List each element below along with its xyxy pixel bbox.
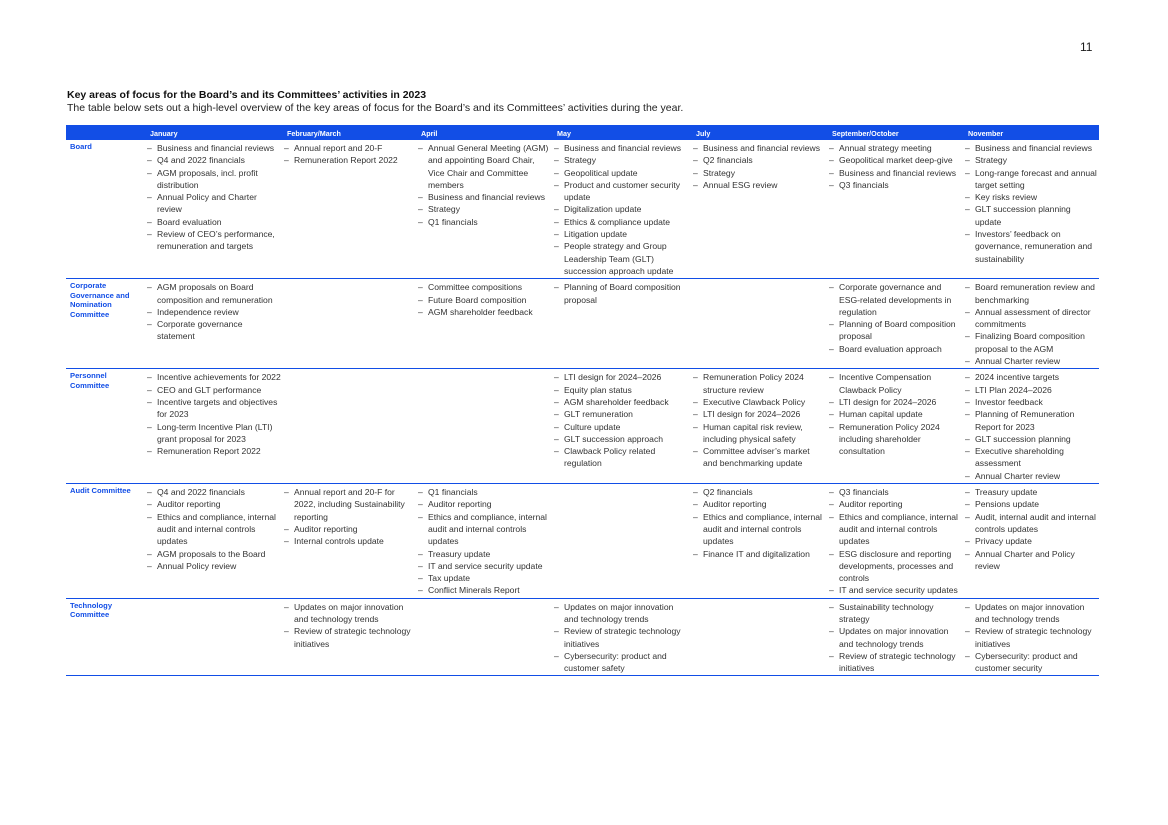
list-item: – Corporate governance and ESG-related developments in regulation — [828, 281, 962, 318]
list-item: – Business and financial reviews — [692, 142, 826, 154]
list-item: – Audit, internal audit and internal controls updates — [964, 511, 1097, 536]
table-cell — [828, 598, 964, 676]
column-header: July — [692, 125, 828, 140]
list-item: – Ethics and compliance, internal audit and internal controls updates — [692, 511, 826, 548]
list-item: – Q3 financials — [828, 486, 962, 498]
list-item: – Cybersecurity: product and customer safety — [553, 650, 690, 675]
list-item: – Board evaluation approach — [828, 343, 962, 355]
table-cell — [417, 140, 553, 279]
list-item: – Business and financial reviews — [417, 191, 551, 203]
table-cell — [964, 484, 1099, 599]
list-item: – Strategy — [553, 154, 690, 166]
cell-item-list — [964, 601, 1097, 675]
column-header: May — [553, 125, 692, 140]
table-cell — [553, 598, 692, 676]
table-cell — [828, 279, 964, 369]
table-cell — [283, 140, 417, 279]
cell-item-list — [283, 142, 415, 167]
list-item: – Committee compositions — [417, 281, 551, 293]
list-item: – Investor feedback — [964, 396, 1097, 408]
table-cell — [283, 484, 417, 599]
list-item: – Updates on major innovation and technology trends — [283, 601, 415, 626]
table-row — [66, 140, 1099, 279]
list-item: – Incentive Compensation Clawback Policy — [828, 371, 962, 396]
list-item: – Conflict Minerals Report — [417, 584, 551, 596]
table-cell — [283, 369, 417, 484]
list-item: – Long-term Incentive Plan (LTI) grant proposal for 2023 — [146, 421, 281, 446]
list-item: – Finance IT and digitalization — [692, 548, 826, 560]
list-item: – Equity plan status — [553, 384, 690, 396]
list-item: – Incentive targets and objectives for 2023 — [146, 396, 281, 421]
list-item: – Business and financial reviews — [553, 142, 690, 154]
cell-item-list — [283, 486, 415, 547]
list-item: – Geopolitical market deep-give — [828, 154, 962, 166]
list-item: – Annual strategy meeting — [828, 142, 962, 154]
list-item: – Independence review — [146, 306, 281, 318]
table-cell — [417, 484, 553, 599]
list-item: – Board evaluation — [146, 216, 281, 228]
list-item: – IT and service security updates — [828, 584, 962, 596]
list-item: – Human capital update — [828, 408, 962, 420]
cell-item-list — [146, 486, 281, 572]
row-label: Corporate Governance and Nomination Committee — [66, 279, 146, 369]
list-item: – Board remuneration review and benchmarking — [964, 281, 1097, 306]
list-item: – Geopolitical update — [553, 167, 690, 179]
cell-item-list — [964, 281, 1097, 367]
list-item: – Treasury update — [964, 486, 1097, 498]
cell-item-list — [283, 601, 415, 650]
table-cell — [964, 140, 1099, 279]
table-cell — [692, 484, 828, 599]
list-item: – Business and financial reviews — [146, 142, 281, 154]
table-cell — [828, 484, 964, 599]
list-item: – Q2 financials — [692, 486, 826, 498]
cell-item-list — [828, 281, 962, 355]
list-item: – Pensions update — [964, 498, 1097, 510]
list-item: – Annual report and 20-F — [283, 142, 415, 154]
column-header: April — [417, 125, 553, 140]
list-item: – Updates on major innovation and technology trends — [553, 601, 690, 626]
page-number: 11 — [1080, 40, 1093, 54]
list-item: – Q4 and 2022 financials — [146, 154, 281, 166]
list-item: – Q1 financials — [417, 216, 551, 228]
cell-item-list — [417, 142, 551, 228]
list-item: – Annual Policy review — [146, 560, 281, 572]
list-item: – Ethics and compliance, internal audit and internal controls updates — [146, 511, 281, 548]
list-item: – Annual assessment of director commitments — [964, 306, 1097, 331]
cell-item-list — [964, 486, 1097, 572]
list-item: – Committee adviser’s market and benchmarking update — [692, 445, 826, 470]
cell-item-list — [553, 601, 690, 675]
list-item: – Future Board composition — [417, 294, 551, 306]
list-item: – Strategy — [692, 167, 826, 179]
column-header: November — [964, 125, 1099, 140]
list-item: – Updates on major innovation and technology trends — [964, 601, 1097, 626]
table-cell — [692, 140, 828, 279]
table-cell — [964, 369, 1099, 484]
list-item: – Review of CEO’s performance, remuneration and targets — [146, 228, 281, 253]
list-item: – AGM proposals, incl. profit distribution — [146, 167, 281, 192]
list-item: – Auditor reporting — [283, 523, 415, 535]
table-cell — [417, 598, 553, 676]
list-item: – Planning of Board composition proposal — [553, 281, 690, 306]
list-item: – GLT succession planning — [964, 433, 1097, 445]
cell-item-list — [146, 371, 281, 457]
table-cell — [692, 598, 828, 676]
table-row — [66, 598, 1099, 676]
list-item: – Litigation update — [553, 228, 690, 240]
list-item: – Strategy — [964, 154, 1097, 166]
table-cell — [146, 484, 283, 599]
list-item: – Annual General Meeting (AGM) and appointing Board Chair, Vice Chair and Committee members — [417, 142, 551, 191]
list-item: – Review of strategic technology initiatives — [283, 625, 415, 650]
column-header: February/March — [283, 125, 417, 140]
list-item: – Auditor reporting — [692, 498, 826, 510]
row-label: Personnel Committee — [66, 369, 146, 484]
row-label: Board — [66, 140, 146, 279]
cell-item-list — [553, 281, 690, 306]
table-cell — [828, 369, 964, 484]
list-item: – Key risks review — [964, 191, 1097, 203]
list-item: – LTI design for 2024–2026 — [553, 371, 690, 383]
list-item: – Q1 financials — [417, 486, 551, 498]
list-item: – Remuneration Report 2022 — [146, 445, 281, 457]
cell-item-list — [692, 142, 826, 191]
list-item: – Annual Charter review — [964, 470, 1097, 482]
cell-item-list — [964, 142, 1097, 265]
list-item: – Human capital risk review, including physical safety — [692, 421, 826, 446]
table-cell — [417, 279, 553, 369]
list-item: – LTI design for 2024–2026 — [828, 396, 962, 408]
table-cell — [146, 140, 283, 279]
table-cell — [146, 598, 283, 676]
intro-text: The table below sets out a high-level overview of the key areas of focus for the Board’s and its Committees’ activities during the year. — [67, 102, 684, 114]
list-item: – Auditor reporting — [828, 498, 962, 510]
list-item: – Executive shareholding assessment — [964, 445, 1097, 470]
table-cell — [417, 369, 553, 484]
list-item: – IT and service security update — [417, 560, 551, 572]
table-cell — [553, 369, 692, 484]
column-header: January — [146, 125, 283, 140]
list-item: – Ethics & compliance update — [553, 216, 690, 228]
focus-areas-table — [66, 125, 1099, 676]
cell-item-list — [417, 486, 551, 597]
list-item: – ESG disclosure and reporting developments, processes and controls — [828, 548, 962, 585]
list-item: – Treasury update — [417, 548, 551, 560]
list-item: – Review of strategic technology initiatives — [964, 625, 1097, 650]
list-item: – GLT remuneration — [553, 408, 690, 420]
cell-item-list — [146, 281, 281, 342]
list-item: – 2024 incentive targets — [964, 371, 1097, 383]
list-item: – Auditor reporting — [146, 498, 281, 510]
list-item: – Review of strategic technology initiatives — [553, 625, 690, 650]
list-item: – LTI design for 2024–2026 — [692, 408, 826, 420]
list-item: – LTI Plan 2024–2026 — [964, 384, 1097, 396]
table-cell — [553, 484, 692, 599]
list-item: – Remuneration Report 2022 — [283, 154, 415, 166]
list-item: – Incentive achievements for 2022 — [146, 371, 281, 383]
list-item: – Ethics and compliance, internal audit and internal controls updates — [828, 511, 962, 548]
list-item: – GLT succession planning update — [964, 203, 1097, 228]
list-item: – Strategy — [417, 203, 551, 215]
row-label: Technology Committee — [66, 598, 146, 676]
list-item: – Internal controls update — [283, 535, 415, 547]
cell-item-list — [692, 371, 826, 469]
cell-item-list — [417, 281, 551, 318]
table-cell — [964, 598, 1099, 676]
table-cell — [146, 369, 283, 484]
list-item: – Long-range forecast and annual target setting — [964, 167, 1097, 192]
table-cell — [692, 369, 828, 484]
header-corner — [66, 125, 146, 140]
table-cell — [553, 279, 692, 369]
list-item: – AGM proposals on Board composition and remuneration — [146, 281, 281, 306]
list-item: – AGM proposals to the Board — [146, 548, 281, 560]
table-cell — [553, 140, 692, 279]
table-row — [66, 369, 1099, 484]
table-cell — [964, 279, 1099, 369]
table-header — [66, 125, 1099, 140]
list-item: – Business and financial reviews — [828, 167, 962, 179]
table-row — [66, 279, 1099, 369]
list-item: – Tax update — [417, 572, 551, 584]
cell-item-list — [828, 142, 962, 191]
list-item: – AGM shareholder feedback — [417, 306, 551, 318]
list-item: – Executive Clawback Policy — [692, 396, 826, 408]
list-item: – Remuneration Policy 2024 structure review — [692, 371, 826, 396]
cell-item-list — [146, 142, 281, 253]
table-cell — [692, 279, 828, 369]
list-item: – Annual ESG review — [692, 179, 826, 191]
list-item: – Annual report and 20-F for 2022, including Sustainability reporting — [283, 486, 415, 523]
cell-item-list — [828, 371, 962, 457]
header-row — [66, 125, 1099, 140]
list-item: – Q3 financials — [828, 179, 962, 191]
list-item: – Product and customer security update — [553, 179, 690, 204]
column-header: September/October — [828, 125, 964, 140]
table-cell — [146, 279, 283, 369]
list-item: – Corporate governance statement — [146, 318, 281, 343]
list-item: – Digitalization update — [553, 203, 690, 215]
list-item: – Review of strategic technology initiatives — [828, 650, 962, 675]
table-body — [66, 140, 1099, 676]
list-item: – People strategy and Group Leadership Team (GLT) succession approach update — [553, 240, 690, 277]
section-heading: Key areas of focus for the Board’s and its Committees’ activities in 2023 — [67, 89, 427, 101]
list-item: – Ethics and compliance, internal audit and internal controls updates — [417, 511, 551, 548]
list-item: – Remuneration Policy 2024 including shareholder consultation — [828, 421, 962, 458]
list-item: – Annual Policy and Charter review — [146, 191, 281, 216]
list-item: – Clawback Policy related regulation — [553, 445, 690, 470]
list-item: – Cybersecurity: product and customer security — [964, 650, 1097, 675]
list-item: – Updates on major innovation and technology trends — [828, 625, 962, 650]
list-item: – Investors’ feedback on governance, remuneration and sustainability — [964, 228, 1097, 265]
list-item: – Planning of Remuneration Report for 2023 — [964, 408, 1097, 433]
table-cell — [283, 279, 417, 369]
list-item: – Annual Charter review — [964, 355, 1097, 367]
cell-item-list — [553, 371, 690, 469]
table-row — [66, 484, 1099, 599]
cell-item-list — [692, 486, 826, 560]
list-item: – Business and financial reviews — [964, 142, 1097, 154]
list-item: – CEO and GLT performance — [146, 384, 281, 396]
cell-item-list — [828, 486, 962, 597]
list-item: – Finalizing Board composition proposal to the AGM — [964, 330, 1097, 355]
cell-item-list — [553, 142, 690, 277]
list-item: – GLT succession approach — [553, 433, 690, 445]
list-item: – Privacy update — [964, 535, 1097, 547]
cell-item-list — [964, 371, 1097, 482]
cell-item-list — [828, 601, 962, 675]
list-item: – Culture update — [553, 421, 690, 433]
row-label: Audit Committee — [66, 484, 146, 599]
list-item: – Auditor reporting — [417, 498, 551, 510]
list-item: – Sustainability technology strategy — [828, 601, 962, 626]
list-item: – Q4 and 2022 financials — [146, 486, 281, 498]
list-item: – Annual Charter and Policy review — [964, 548, 1097, 573]
list-item: – AGM shareholder feedback — [553, 396, 690, 408]
list-item: – Planning of Board composition proposal — [828, 318, 962, 343]
list-item: – Q2 financials — [692, 154, 826, 166]
table-cell — [828, 140, 964, 279]
table-cell — [283, 598, 417, 676]
